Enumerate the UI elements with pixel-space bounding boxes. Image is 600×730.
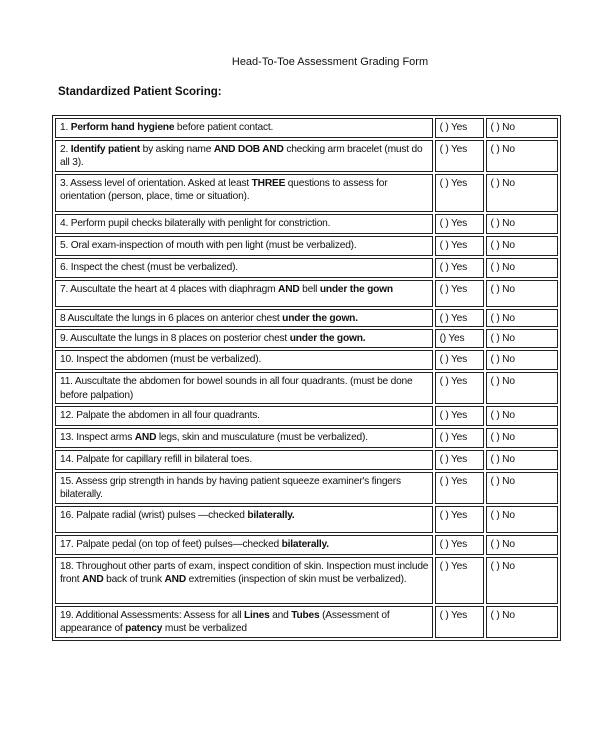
yes-option[interactable]: ( ) Yes <box>435 140 484 172</box>
table-row <box>55 428 558 448</box>
table-row <box>55 214 558 234</box>
no-option[interactable]: ( ) No <box>486 406 558 426</box>
criterion-text: 1. <box>60 122 71 133</box>
criterion-text: 16. Palpate radial (wrist) pulses —checked <box>60 509 248 521</box>
criterion-text: 14. Palpate for capillary refill in bilateral toes. <box>60 454 252 466</box>
no-option[interactable]: ( ) No <box>486 214 558 234</box>
no-option[interactable]: ( ) No <box>486 174 558 212</box>
criterion-text-bold: bilaterally. <box>247 509 295 521</box>
criterion-text: 5. Oral exam-inspection of mouth with pen light (must be verbalized). <box>60 239 357 251</box>
criterion-description <box>55 280 433 307</box>
criterion-text: 13. Inspect arms <box>60 432 135 444</box>
no-option[interactable]: ( ) No <box>486 236 558 256</box>
criterion-text: 15. Assess grip strength in hands by having patient squeeze examiner's fingers bilaterally. <box>60 476 401 501</box>
no-option[interactable]: ( ) No <box>486 118 558 138</box>
criterion-description <box>55 450 433 470</box>
criterion-text-bold: AND <box>278 283 300 295</box>
criterion-description <box>55 535 433 555</box>
grading-table <box>52 115 561 641</box>
yes-option[interactable]: ( ) Yes <box>435 236 484 256</box>
criterion-description <box>55 472 433 504</box>
yes-option[interactable]: ( ) Yes <box>435 472 484 504</box>
criterion-description <box>55 236 433 256</box>
yes-option[interactable]: ( ) Yes <box>435 214 484 234</box>
no-option[interactable]: ( ) No <box>486 329 558 348</box>
table-row <box>55 280 558 307</box>
table-row <box>55 140 558 172</box>
criterion-text: 17. Palpate pedal (on top of feet) pulses—checked <box>60 538 282 550</box>
criterion-text: 19. Additional Assessments: Assess for all <box>60 609 244 621</box>
criterion-description <box>55 118 433 138</box>
no-option[interactable]: ( ) No <box>486 372 558 404</box>
yes-option[interactable]: ( ) Yes <box>435 258 484 278</box>
no-option[interactable]: ( ) No <box>486 506 558 533</box>
criterion-text-bold: Lines <box>243 609 270 621</box>
table-row <box>55 506 558 533</box>
criterion-text-bold: AND DOB AND <box>213 144 284 155</box>
criterion-description <box>55 506 433 533</box>
criterion-text-bold: bilaterally. <box>281 538 329 550</box>
yes-option[interactable]: ( ) Yes <box>435 118 484 138</box>
criterion-text: 11. Auscultate the abdomen for bowel sounds in all four quadrants. (must be done before palpation) <box>60 376 413 401</box>
criterion-description <box>55 329 433 348</box>
criterion-text-bold: under the gown <box>319 283 393 295</box>
criterion-text: by asking name <box>139 144 214 155</box>
criterion-text-bold: under the gown. <box>289 333 366 345</box>
criterion-text: (Assessment of appearance of <box>60 609 390 635</box>
table-row <box>55 350 558 370</box>
table-row <box>55 236 558 256</box>
no-option[interactable]: ( ) No <box>486 557 558 604</box>
form-title: Head-To-Toe Assessment Grading Form <box>231 56 429 68</box>
criterion-description <box>55 406 433 426</box>
no-option[interactable]: ( ) No <box>486 535 558 555</box>
criterion-description <box>55 372 433 404</box>
table-row <box>55 309 558 327</box>
criterion-description <box>55 606 433 638</box>
criterion-text: 8 Auscultate the lungs in 6 places on anterior chest <box>60 312 283 324</box>
criterion-text: legs, skin and musculature (must be verbalized). <box>156 432 368 444</box>
no-option[interactable]: ( ) No <box>486 258 558 278</box>
table-row <box>55 118 558 138</box>
criterion-text: 10. Inspect the abdomen (must be verbalized). <box>60 354 262 366</box>
yes-option[interactable]: ( ) Yes <box>435 557 484 604</box>
criterion-description <box>55 557 433 604</box>
no-option[interactable]: ( ) No <box>486 350 558 370</box>
table-row <box>55 258 558 278</box>
criterion-description <box>55 350 433 370</box>
criterion-text: 6. Inspect the chest (must be verbalized). <box>60 261 238 273</box>
criterion-text: before patient contact. <box>174 122 274 133</box>
criterion-text-bold: THREE <box>251 177 286 189</box>
form-subtitle: Standardized Patient Scoring: <box>58 86 222 98</box>
criterion-text: 4. Perform pupil checks bilaterally with penlight for constriction. <box>60 217 331 229</box>
criterion-text: 7. Auscultate the heart at 4 places with diaphragm <box>60 283 279 295</box>
table-row <box>55 372 558 404</box>
criterion-text: must be verbalized <box>162 623 247 635</box>
no-option[interactable]: ( ) No <box>486 280 558 307</box>
table-row <box>55 174 558 212</box>
yes-option[interactable]: ( ) Yes <box>435 174 484 212</box>
yes-option[interactable]: ( ) Yes <box>435 428 484 448</box>
yes-option[interactable]: ( ) Yes <box>435 450 484 470</box>
no-option[interactable]: ( ) No <box>486 428 558 448</box>
criterion-text: back of trunk <box>103 574 165 586</box>
criterion-description <box>55 140 433 172</box>
criterion-text: checking arm bracelet (must do all 3). <box>60 144 423 169</box>
criterion-description <box>55 309 433 327</box>
table-row <box>55 450 558 470</box>
criterion-text: 3. Assess level of orientation. Asked at least <box>60 177 252 189</box>
criterion-description <box>55 258 433 278</box>
criterion-description <box>55 214 433 234</box>
criterion-text-bold: Tubes <box>291 609 320 621</box>
table-row <box>55 557 558 604</box>
no-option[interactable]: ( ) No <box>486 472 558 504</box>
criterion-description <box>55 428 433 448</box>
yes-option[interactable]: ( ) Yes <box>435 309 484 327</box>
criterion-text: extremities (inspection of skin must be verbalized). <box>185 574 407 586</box>
criterion-text-bold: Identify patient <box>70 144 140 155</box>
table-row <box>55 329 558 348</box>
criterion-text: 12. Palpate the abdomen in all four quadrants. <box>60 410 260 422</box>
table-row <box>55 606 558 638</box>
yes-option[interactable]: ( ) Yes <box>435 280 484 307</box>
criterion-text-bold: AND <box>82 574 104 586</box>
criterion-text: bell <box>299 283 320 295</box>
yes-option[interactable]: ( ) Yes <box>435 606 484 638</box>
table-row <box>55 406 558 426</box>
criterion-text-bold: under the gown. <box>282 312 358 324</box>
criterion-text: 9. Auscultate the lungs in 8 places on posterior chest <box>60 333 290 345</box>
no-option[interactable]: ( ) No <box>486 606 558 638</box>
criterion-text: 18. Throughout other parts of exam, inspect condition of skin. Inspection must include front <box>60 560 429 586</box>
criterion-text-bold: AND <box>164 574 186 586</box>
yes-option[interactable]: () Yes <box>435 329 484 348</box>
criterion-text: and <box>269 609 292 621</box>
criterion-text-bold: patency <box>125 623 163 635</box>
no-option[interactable]: ( ) No <box>486 309 558 327</box>
criterion-description <box>55 174 433 212</box>
criterion-text-bold: Perform hand hygiene <box>70 122 175 133</box>
table-row <box>55 535 558 555</box>
criterion-text-bold: AND <box>134 432 157 444</box>
yes-option[interactable]: ( ) Yes <box>435 350 484 370</box>
yes-option[interactable]: ( ) Yes <box>435 372 484 404</box>
table-row <box>55 472 558 504</box>
criterion-text: questions to assess for orientation (person, place, time or situation). <box>60 177 388 203</box>
yes-option[interactable]: ( ) Yes <box>435 506 484 533</box>
no-option[interactable]: ( ) No <box>486 450 558 470</box>
yes-option[interactable]: ( ) Yes <box>435 535 484 555</box>
no-option[interactable]: ( ) No <box>486 140 558 172</box>
criterion-text: 2. <box>60 144 71 155</box>
yes-option[interactable]: ( ) Yes <box>435 406 484 426</box>
